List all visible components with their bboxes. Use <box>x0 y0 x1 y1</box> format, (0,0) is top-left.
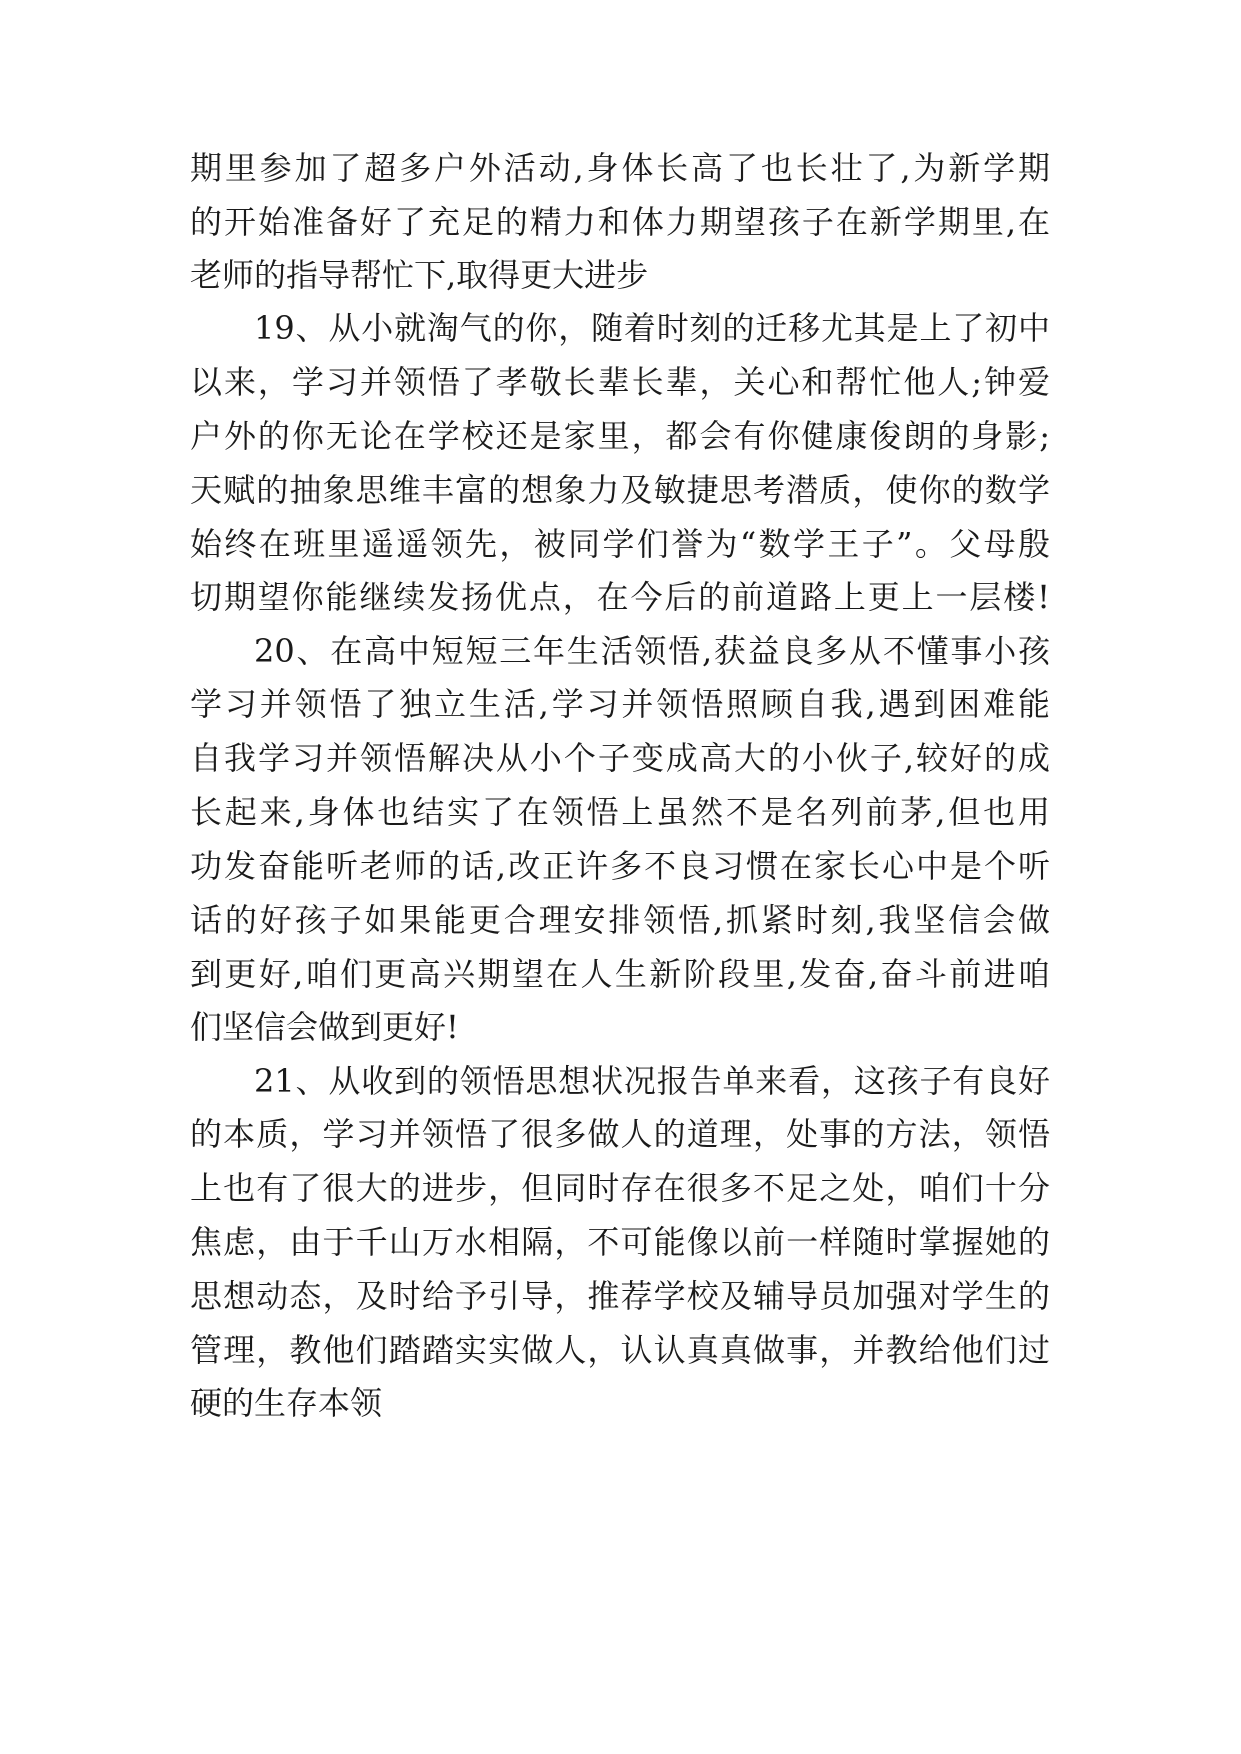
text-line: 到更好,咱们更高兴期望在人生新阶段里,发奋,奋斗前进咱 <box>190 955 1050 993</box>
paragraph-21-first-line: 21、从收到的领悟思想状况报告单来看，这孩子有良好 <box>254 1062 1050 1100</box>
text-line: 话的好孩子如果能更合理安排领悟,抓紧时刻,我坚信会做 <box>190 901 1050 939</box>
text-line: 自我学习并领悟解决从小个子变成高大的小伙子,较好的成 <box>190 739 1050 777</box>
text-line: 老师的指导帮忙下,取得更大进步 <box>190 256 649 294</box>
text-line: 期里参加了超多户外活动,身体长高了也长壮了,为新学期 <box>190 149 1050 187</box>
text-line: 管理，教他们踏踏实实做人，认认真真做事，并教给他们过 <box>190 1331 1050 1369</box>
text-line: 上也有了很大的进步，但同时存在很多不足之处，咱们十分 <box>190 1169 1050 1207</box>
text-line: 的本质，学习并领悟了很多做人的道理，处事的方法，领悟 <box>190 1115 1050 1153</box>
text-line: 户外的你无论在学校还是家里，都会有你健康俊朗的身影; <box>190 417 1050 455</box>
text-line: 学习并领悟了独立生活,学习并领悟照顾自我,遇到困难能 <box>190 685 1050 723</box>
text-line: 的开始准备好了充足的精力和体力期望孩子在新学期里,在 <box>190 203 1050 241</box>
text-line: 长起来,身体也结实了在领悟上虽然不是名列前茅,但也用 <box>190 793 1050 831</box>
text-line: 以来，学习并领悟了孝敬长辈长辈，关心和帮忙他人;钟爱 <box>190 363 1050 401</box>
text-line: 始终在班里遥遥领先，被同学们誉为“数学王子”。父母殷 <box>190 525 1050 563</box>
text-line: 硬的生存本领 <box>190 1384 383 1422</box>
text-line: 功发奋能听老师的话,改正许多不良习惯在家长心中是个听 <box>190 847 1050 885</box>
text-line: 切期望你能继续发扬优点，在今后的前道路上更上一层楼! <box>190 578 1050 616</box>
text-line: 思想动态，及时给予引导，推荐学校及辅导员加强对学生的 <box>190 1277 1050 1315</box>
paragraph-19-first-line: 19、从小就淘气的你，随着时刻的迁移尤其是上了初中 <box>254 309 1050 347</box>
text-line: 们坚信会做到更好! <box>190 1008 459 1046</box>
text-line: 天赋的抽象思维丰富的想象力及敏捷思考潜质，使你的数学 <box>190 471 1050 509</box>
paragraph-20-first-line: 20、在高中短短三年生活领悟,获益良多从不懂事小孩 <box>254 632 1050 670</box>
text-line: 焦虑，由于千山万水相隔，不可能像以前一样随时掌握她的 <box>190 1223 1050 1261</box>
